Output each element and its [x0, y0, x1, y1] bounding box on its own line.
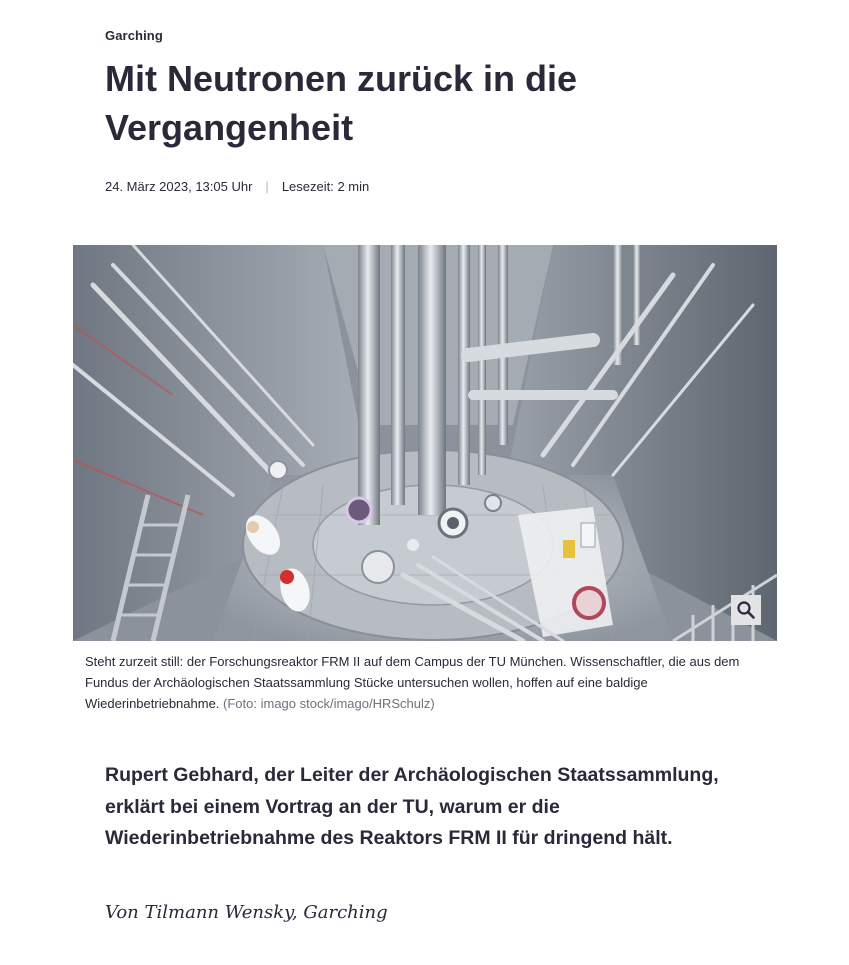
image-caption [85, 651, 765, 714]
article-meta [105, 179, 369, 194]
article-byline: Von Tilmann Wensky, Garching [105, 902, 388, 923]
magnifier-icon [736, 600, 756, 620]
article-image[interactable] [73, 245, 777, 641]
article-lead: Rupert Gebhard, der Leiter der Archäologischen Staatssammlung, erklärt bei einem Vortrag an der TU, warum er die Wiederinbetriebnahme des Reaktors FRM II für dringend hält. [105, 764, 719, 849]
article-date: 24. März 2023, 13:05 Uhr [105, 179, 253, 194]
caption-text: Steht zurzeit still: der Forschungsreaktor FRM II auf dem Campus der TU München. Wissenschaftler, die aus dem Fundus der Archäologischen Staatssammlung Stücke untersuchen wollen, hoffen auf eine baldige Wiederinbetriebnahme. [85, 654, 740, 711]
reading-time: Lesezeit: 2 min [281, 179, 370, 194]
article-headline: Mit Neutronen zurück in die Vergangenheit [105, 58, 578, 148]
photo-credit: (Foto: imago stock/imago/HRSchulz) [223, 696, 435, 711]
article-kicker: Garching [105, 28, 163, 43]
meta-separator: | [265, 179, 269, 194]
image-zoom-button[interactable] [731, 595, 761, 625]
reactor-photo-illustration [73, 245, 777, 641]
